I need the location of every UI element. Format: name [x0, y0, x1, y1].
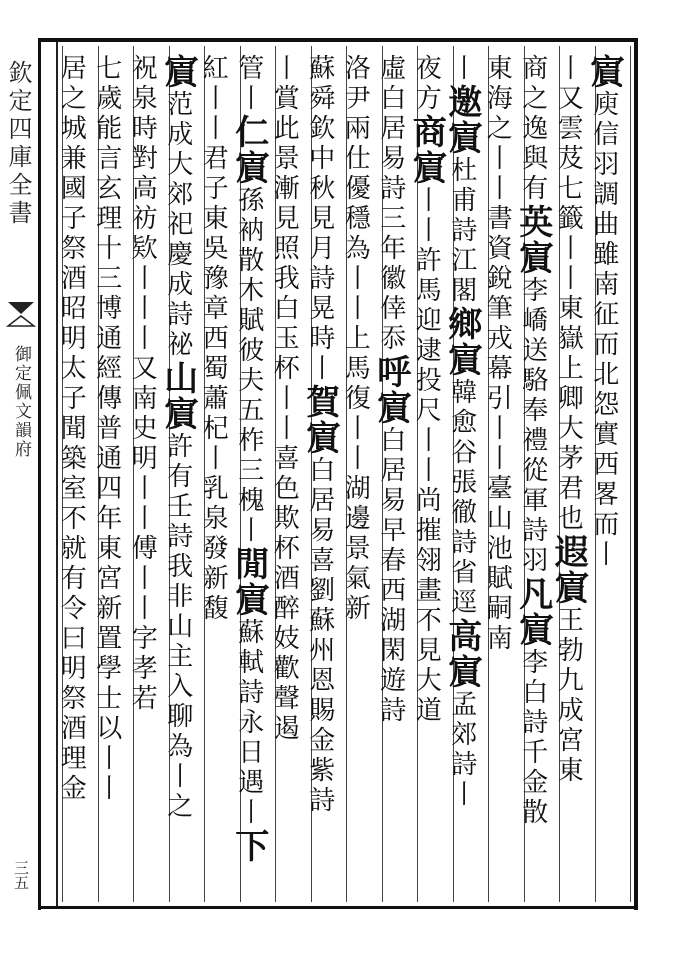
body-text: 李白詩千金散 [517, 648, 548, 828]
text-column [482, 46, 521, 902]
text-column [299, 46, 343, 902]
body-text: 上馬復丨丨湖邊景氣新 [340, 324, 371, 624]
body-text: 丨 [446, 54, 477, 84]
body-text: 孫衲散木賦彼夫五柞三槐丨 [233, 186, 264, 546]
headword: 遐賔 [548, 534, 589, 606]
body-text: 丨丨喜色欺杯酒醉妓歡聲遏 [269, 384, 300, 744]
headword: 呼賔 [370, 354, 411, 426]
text-column [127, 46, 166, 902]
body-text: 紅丨 [198, 54, 229, 114]
text-column [512, 46, 556, 902]
body-text: 虛 [375, 54, 406, 84]
headword: 英賔 [512, 204, 553, 276]
body-text: 夜方 [411, 54, 442, 114]
headword: 閒賔 [228, 546, 269, 618]
text-column [198, 46, 237, 902]
headword: 邀賔 [441, 84, 482, 156]
text-column [583, 46, 627, 902]
body-text: 丨乳泉發新馥 [198, 444, 229, 624]
body-text: 許有壬詩我非山主入聊為丨之 [162, 432, 193, 822]
frame-border-left [38, 38, 41, 910]
column-rule [630, 46, 631, 902]
text-column [228, 46, 272, 902]
body-text: 白居易早春西湖閑遊詩 [375, 426, 406, 726]
frame-border-top [38, 38, 638, 42]
body-text: 白居易喜劉蘇州恩賜金紫詩 [304, 456, 335, 816]
body-text: 李嶠送駱奉禮從軍詩羽 [517, 276, 548, 576]
body-text: 范成大郊祀慶成詩祕 [162, 90, 193, 360]
body-text: 丨又南史明丨丨傅丨丨字孝若 [127, 324, 158, 714]
page-number: 三五 [12, 860, 30, 890]
body-text: 洛尹兩仕優穩為丨丨 [340, 54, 371, 324]
frame-border-bottom [38, 906, 638, 909]
body-text: 七歲能言玄理十三博通經傳普通四年東宮新置學士以丨丨 [91, 54, 122, 804]
book-title: 御定佩文韻府 [11, 345, 31, 459]
body-text: 畫不見大道 [411, 576, 442, 726]
body-text: 王勃九成宮東 [553, 606, 584, 786]
headword: 賔 [157, 54, 198, 90]
headword: 賔 [583, 54, 624, 90]
text-column [406, 46, 450, 902]
body-text: 丨丨許馬迎 [411, 186, 442, 336]
headword: 商賔 [406, 114, 447, 186]
body-text: 杜甫詩江閣 [446, 156, 477, 306]
body-text: 蘇軾詩永日遇丨 [233, 618, 264, 828]
body-text: 東海之丨丨 [482, 54, 513, 204]
headword: 下 [228, 828, 269, 864]
text-column [441, 46, 485, 902]
fishtail-ornament-icon [6, 300, 36, 328]
body-text: 丨賞此景漸見照我白玉杯 [269, 54, 300, 384]
text-column [91, 46, 130, 902]
edition-title: 欽定四庫全書 [4, 60, 32, 228]
body-text: 孟郊詩丨 [446, 690, 477, 810]
headword: 仁賔 [228, 114, 269, 186]
text-column [269, 46, 308, 902]
body-text: 丨又雲芨七籤丨丨東嶽上卿大茅君也 [553, 54, 584, 534]
body-text: 書資銳筆戎幕引丨丨 [482, 204, 513, 474]
body-text: 祝泉時對高祊欵丨丨 [127, 54, 158, 324]
text-column [56, 46, 95, 902]
text-column [157, 46, 201, 902]
text-column [340, 46, 379, 902]
body-text: 管丨 [233, 54, 264, 114]
body-text: 丨君子東吳豫章西蜀蕭杞 [198, 114, 229, 444]
headword: 高賔 [441, 618, 482, 690]
text-column [370, 46, 414, 902]
text-column [548, 46, 592, 902]
body-text: 韓愈谷張徹詩省逕 [446, 378, 477, 618]
headword: 山賔 [157, 360, 198, 432]
headword: 凡賔 [512, 576, 553, 648]
body-text: 庾信羽調曲雖南征而北怨實西畧而丨 [588, 90, 619, 570]
body-text: 臺山池賦嗣南 [482, 474, 513, 654]
body-text: 商之逸與有 [517, 54, 548, 204]
body-text: 逮投尺丨丨尚摧翎 [411, 336, 442, 576]
frame-border-right [634, 38, 638, 910]
body-text: 居之城兼國子祭酒昭明太子聞築室不就有令曰明祭酒理金 [56, 54, 87, 804]
headword: 鄉賔 [441, 306, 482, 378]
headword: 賀賔 [299, 384, 340, 456]
body-text: 蘇舜欽中秋見月詩晃時丨 [304, 54, 335, 384]
body-text: 白居易詩三年徽倖忝 [375, 84, 406, 354]
